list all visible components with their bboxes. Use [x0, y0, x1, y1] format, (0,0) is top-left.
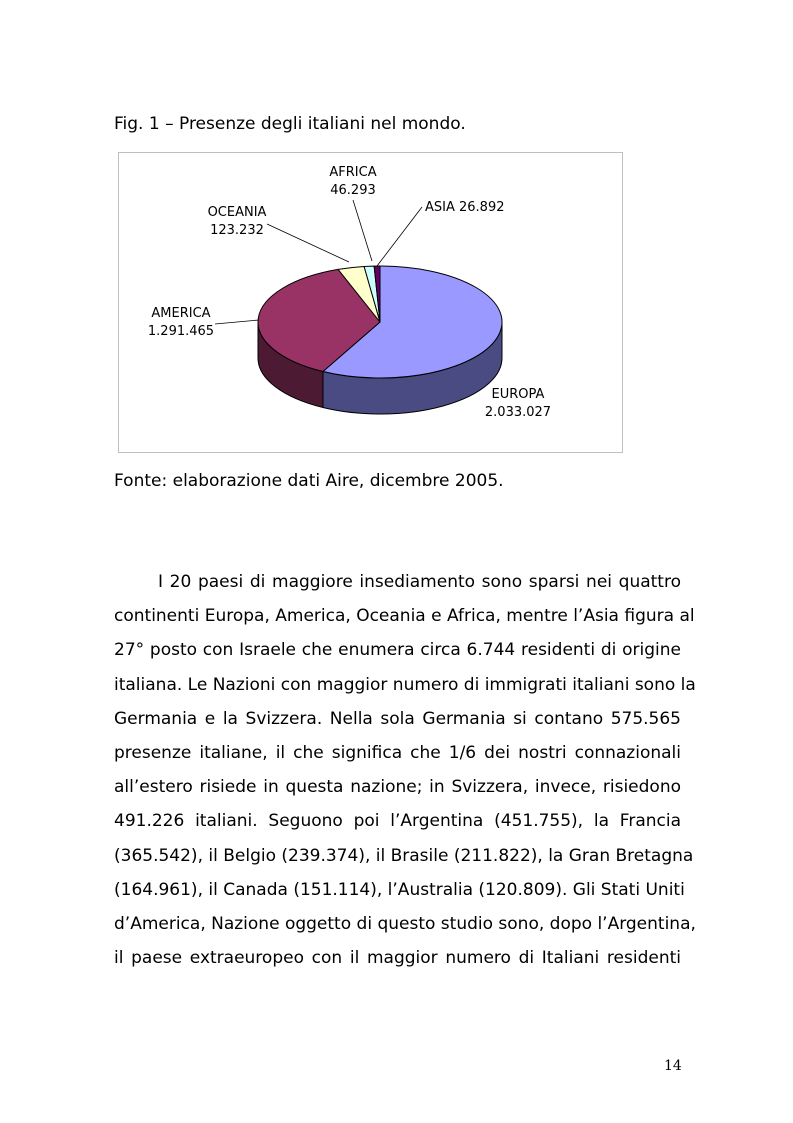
body-line: (365.542), il Belgio (239.374), il Brasile (211.822), la Gran Bretagna [114, 845, 694, 866]
slice-label-america: AMERICA [151, 306, 211, 321]
body-line: all’estero risiede in questa nazione; in Svizzera, invece, risiedono [114, 777, 681, 798]
body-paragraph [114, 565, 696, 975]
pie-chart-frame [118, 152, 623, 453]
page-number: 14 [664, 1058, 682, 1074]
slice-label-asia: ASIA 26.892 [425, 200, 505, 215]
body-line: italiana. Le Nazioni con maggior numero di immigrati italiani sono la [114, 674, 696, 695]
body-line: 27° posto con Israele che enumera circa 6.744 residenti di origine [114, 640, 681, 661]
slice-value-europa: 2.033.027 [484, 405, 552, 420]
slice-label-oceania: OCEANIA [207, 205, 267, 220]
slice-label-africa: AFRICA [329, 165, 377, 180]
body-line: (164.961), il Canada (151.114), l’Australia (120.809). Gli Stati Uniti [114, 879, 685, 900]
body-line: 491.226 italiani. Seguono poi l’Argentina (451.755), la Francia [114, 811, 681, 832]
slice-value-oceania: 123.232 [210, 223, 264, 238]
leader-line-asia [377, 207, 422, 266]
figure-caption: Fig. 1 – Presenze degli italiani nel mondo. [114, 114, 466, 134]
body-line: Germania e la Svizzera. Nella sola Germania si contano 575.565 [114, 708, 681, 729]
leader-line-oceania [267, 224, 349, 262]
figure-source: Fonte: elaborazione dati Aire, dicembre 2005. [114, 471, 504, 491]
slice-value-africa: 46.293 [330, 183, 376, 198]
body-line: presenze italiane, il che significa che 1/6 dei nostri connazionali [114, 743, 681, 764]
slice-label-europa: EUROPA [491, 387, 545, 402]
pie-chart [119, 153, 624, 454]
body-line: d’America, Nazione oggetto di questo studio sono, dopo l’Argentina, [114, 914, 696, 935]
body-line: I 20 paesi di maggiore insediamento sono sparsi nei quattro [158, 572, 681, 592]
slice-value-america: 1.291.465 [147, 324, 215, 339]
body-line: il paese extraeuropeo con il maggior numero di Italiani residenti [114, 948, 681, 969]
body-line: continenti Europa, America, Oceania e Africa, mentre l’Asia figura al [114, 606, 695, 627]
leader-line-america [215, 320, 259, 324]
pie-tops [258, 266, 502, 378]
leader-line-africa [353, 200, 372, 261]
